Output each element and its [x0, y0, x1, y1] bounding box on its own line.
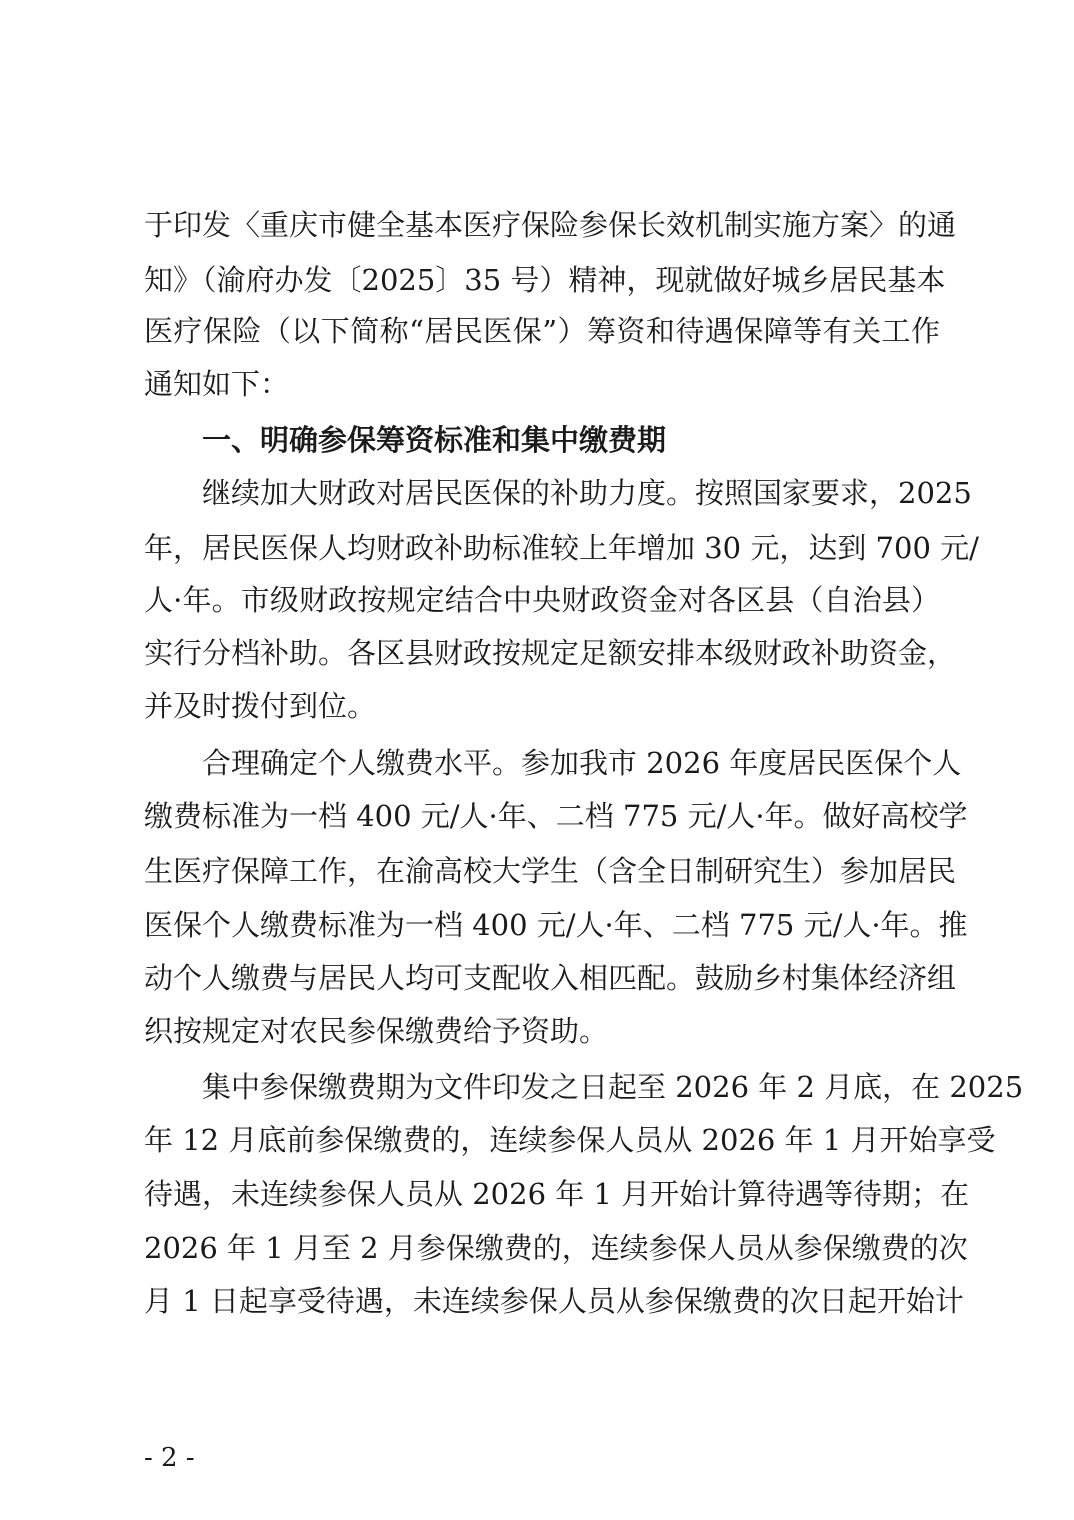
body-text-line: 年 12 月底前参保缴费的，连续参保人员从 2026 年 1 月开始享受	[144, 1123, 996, 1157]
body-text-line: 继续加大财政对居民医保的补助力度。按照国家要求，2025	[202, 476, 972, 510]
body-text-line: 并及时拨付到位。	[144, 689, 377, 723]
body-text-line: 动个人缴费与居民人均可支配收入相匹配。鼓励乡村集体经济组	[144, 961, 957, 995]
body-text-line: 医疗保险（以下简称“居民医保”）筹资和待遇保障等有关工作	[144, 314, 940, 348]
body-text-line: 织按规定对农民参保缴费给予资助。	[144, 1014, 609, 1048]
body-text-line: 人·年。市级财政按规定结合中央财政资金对各区县（自治县）	[144, 583, 940, 617]
body-text-line: 生医疗保障工作，在渝高校大学生（含全日制研究生）参加居民	[144, 854, 957, 888]
page-number: - 2 -	[144, 1443, 195, 1473]
body-text-line: 医保个人缴费标准为一档 400 元/人·年、二档 775 元/人·年。推	[144, 908, 968, 942]
body-text-line: 月 1 日起享受待遇，未连续参保人员从参保缴费的次日起开始计	[144, 1284, 964, 1318]
body-text-line: 合理确定个人缴费水平。参加我市 2026 年度居民医保个人	[202, 746, 962, 780]
section-heading: 一、明确参保筹资标准和集中缴费期	[202, 423, 667, 457]
body-text-line: 于印发〈重庆市健全基本医疗保险参保长效机制实施方案〉的通	[144, 208, 957, 242]
body-text-line: 年，居民医保人均财政补助标准较上年增加 30 元，达到 700 元/	[144, 531, 979, 565]
body-text-line: 集中参保缴费期为文件印发之日起至 2026 年 2 月底，在 2025	[202, 1070, 1024, 1104]
body-text-line: 待遇，未连续参保人员从 2026 年 1 月开始计算待遇等待期；在	[144, 1177, 970, 1211]
body-text-line: 通知如下：	[144, 367, 290, 401]
body-text-line: 实行分档补助。各区县财政按规定足额安排本级财政补助资金，	[144, 636, 957, 670]
body-text-line: 知》（渝府办发〔2025〕35 号）精神，现就做好城乡居民基本	[144, 263, 946, 297]
body-text-line: 2026 年 1 月至 2 月参保缴费的，连续参保人员从参保缴费的次	[144, 1231, 968, 1265]
body-text-line: 缴费标准为一档 400 元/人·年、二档 775 元/人·年。做好高校学	[144, 799, 968, 833]
